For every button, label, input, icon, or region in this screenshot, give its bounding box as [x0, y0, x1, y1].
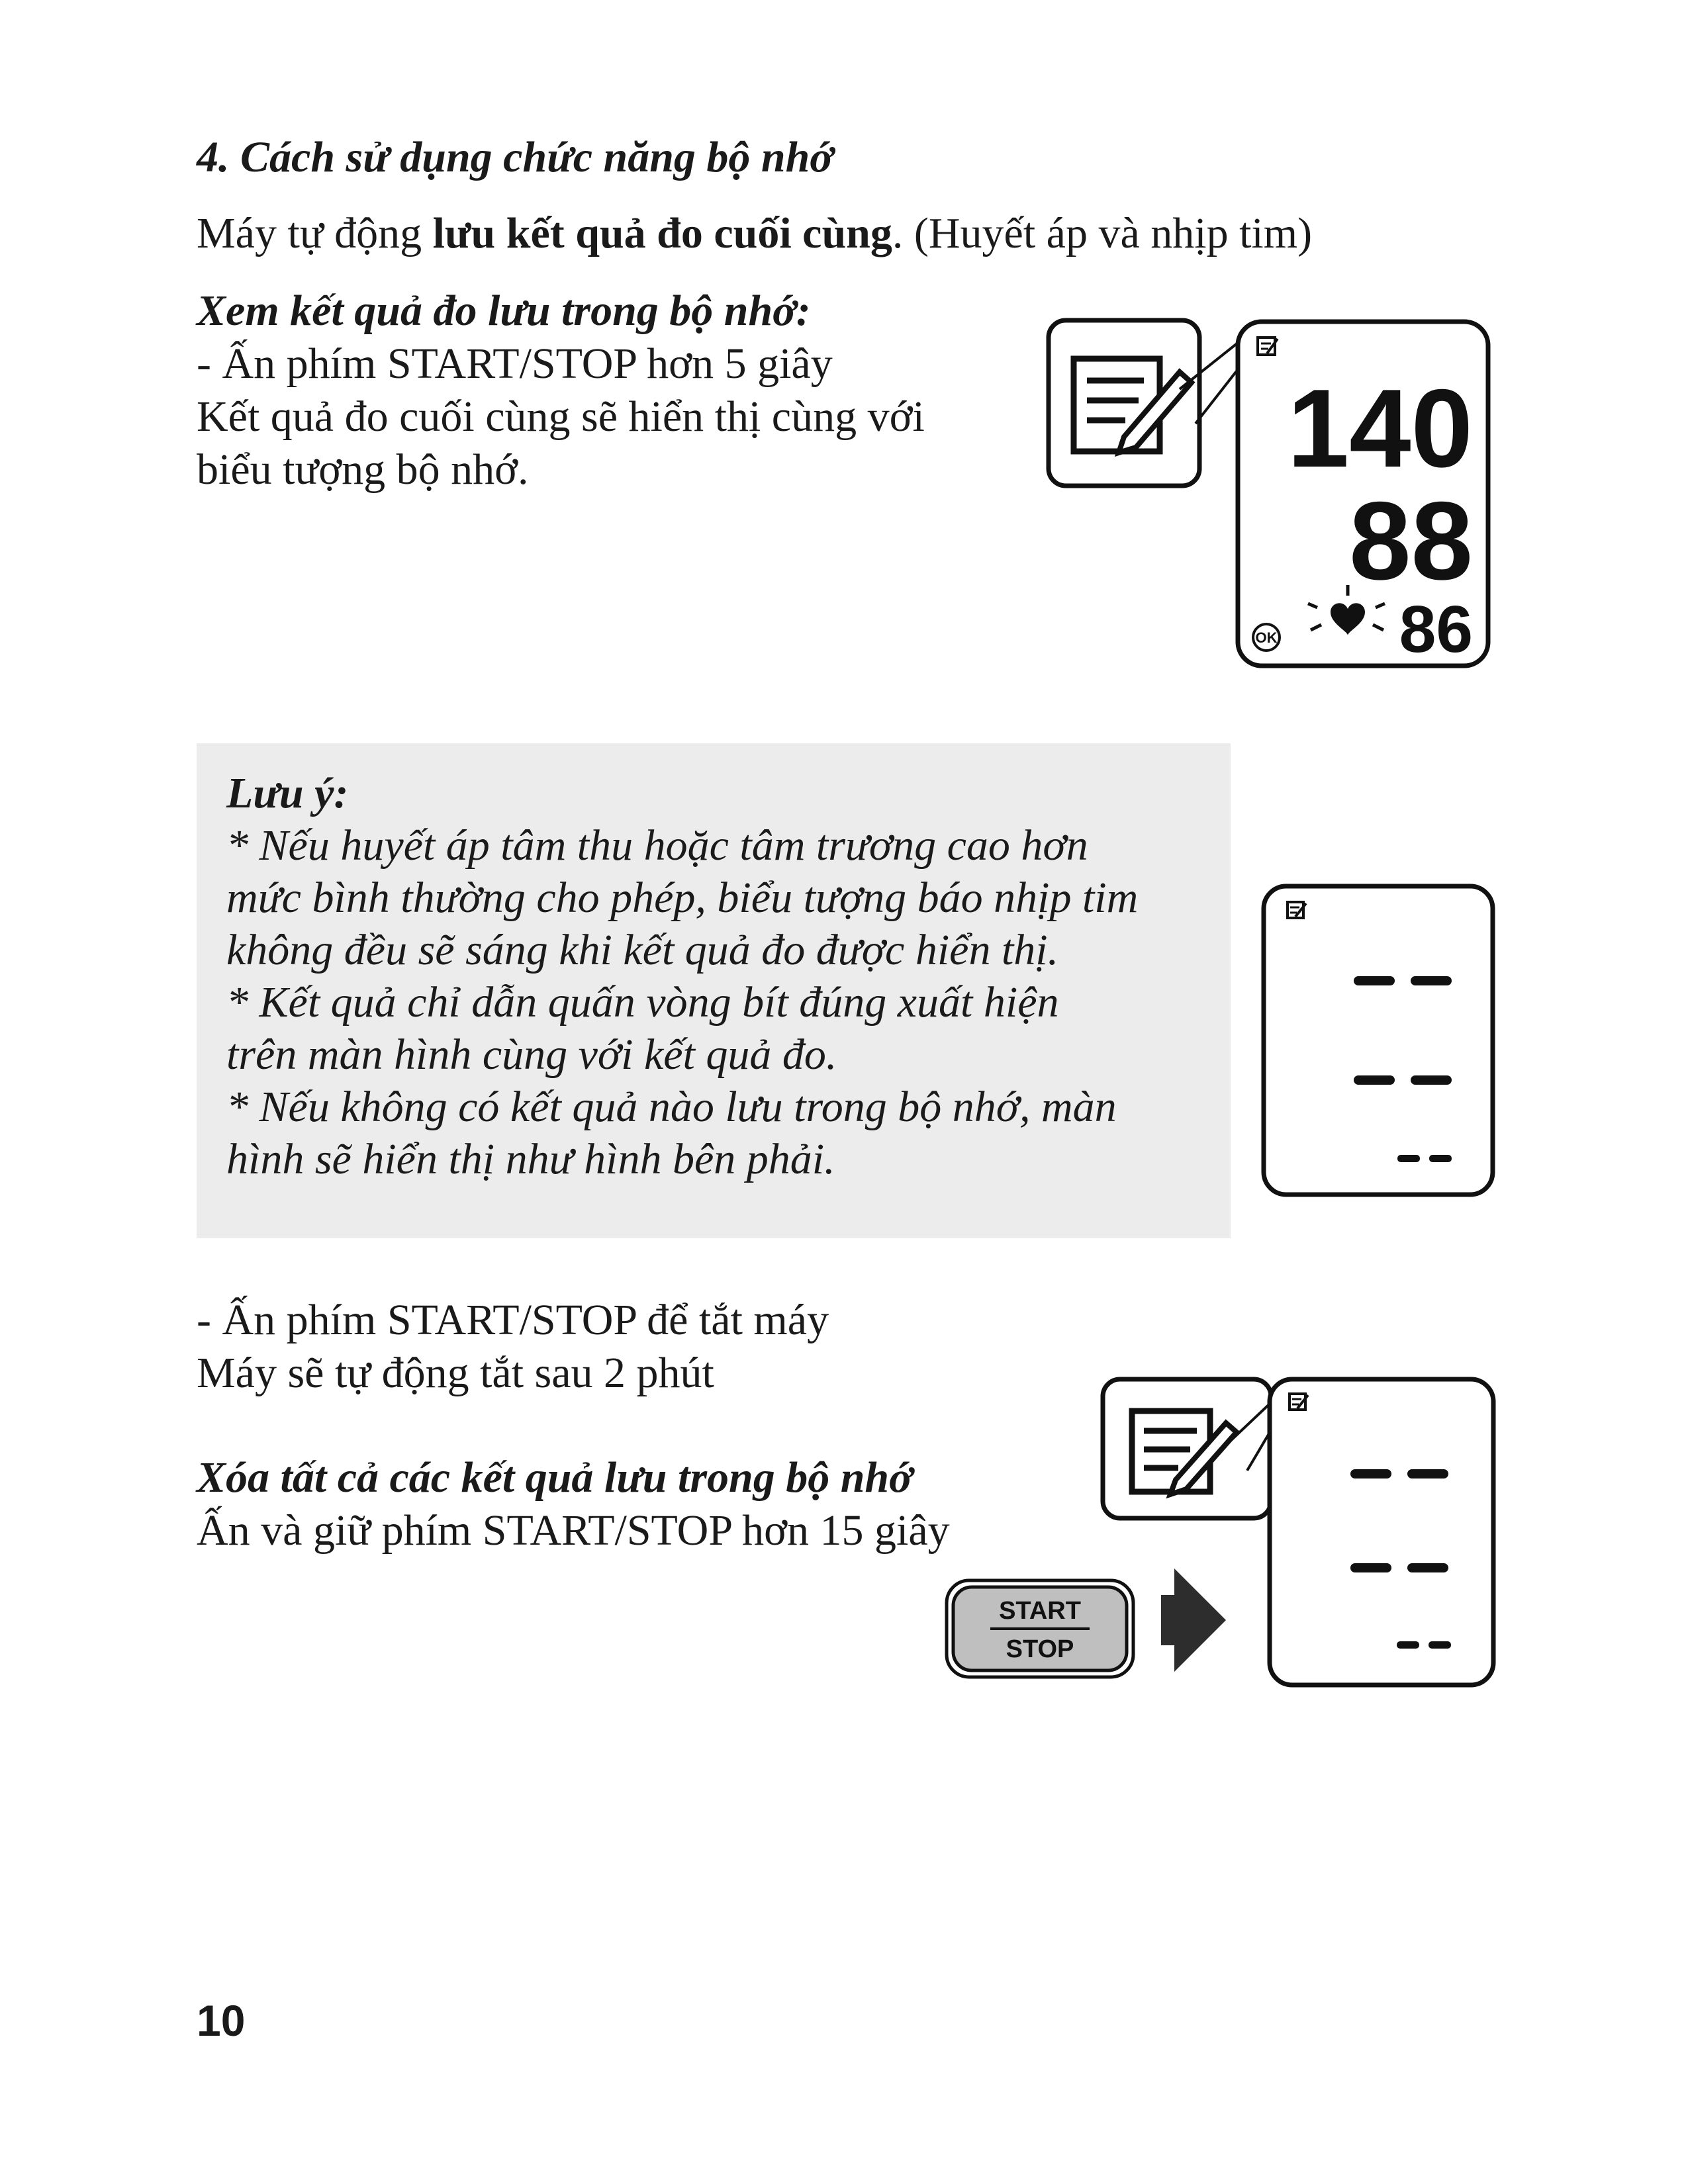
diastolic-dash: [1407, 1563, 1448, 1572]
clear-heading: Xóa tất cả các kết quả lưu trong bộ nhớ: [197, 1453, 913, 1502]
pulse-dash: [1429, 1641, 1451, 1649]
diastolic-dash: [1354, 1075, 1395, 1085]
intro-line: [197, 207, 1312, 260]
note-line-4: * Kết quả chỉ dẫn quấn vòng bít đúng xuất hiện: [226, 978, 1059, 1026]
systolic-dash: [1411, 976, 1452, 985]
arrow-right-icon: [1161, 1569, 1226, 1672]
note-line-6: * Nếu không có kết quả nào lưu trong bộ nhớ, màn: [226, 1083, 1117, 1131]
off-line-2: Máy sẽ tự động tắt sau 2 phút: [197, 1349, 714, 1397]
pulse-dash: [1397, 1155, 1420, 1162]
note-line-3: không đều sẽ sáng khi kết quả đo được hiển thị.: [226, 926, 1059, 974]
empty-memory-display-figure: [1254, 877, 1506, 1208]
view-heading: Xem kết quả đo lưu trong bộ nhớ:: [197, 287, 811, 335]
note-line-5: trên màn hình cùng với kết quả đo.: [226, 1030, 837, 1079]
lcd-display-cleared: [1270, 1379, 1493, 1685]
note-line-7: hình sẽ hiển thị như hình bên phải.: [226, 1135, 835, 1183]
note-line-2: mức bình thường cho phép, biểu tượng báo nhịp tim: [226, 874, 1139, 922]
diastolic-dash: [1350, 1563, 1391, 1572]
pulse-dash: [1429, 1155, 1452, 1162]
start-label: START: [999, 1597, 1081, 1625]
systolic-dash: [1354, 976, 1395, 985]
section-title: 4. Cách sử dụng chức năng bộ nhớ: [197, 133, 833, 181]
memory-icon: [1103, 1379, 1271, 1518]
note-box: [197, 743, 1231, 1238]
lcd-display-empty: [1264, 886, 1493, 1195]
pulse-dash: [1397, 1641, 1419, 1649]
intro-prefix: Máy tự động: [197, 209, 433, 257]
intro-suffix: . (Huyết áp và nhịp tim): [892, 209, 1313, 257]
view-line-3: biểu tượng bộ nhớ.: [197, 445, 529, 494]
clear-line: Ấn và giữ phím START/STOP hơn 15 giây: [197, 1506, 950, 1555]
page-number: 10: [197, 1996, 246, 2045]
ok-icon: [1253, 624, 1280, 651]
note-line-1: * Nếu huyết áp tâm thu hoặc tâm trương cao hơn: [226, 821, 1088, 870]
clear-memory-figure: [940, 1370, 1506, 1694]
note-heading: Lưu ý:: [226, 769, 349, 817]
view-line-2: Kết quả đo cuối cùng sẽ hiển thị cùng với: [197, 392, 925, 441]
start-stop-button: [947, 1580, 1133, 1677]
ok-label: OK: [1255, 629, 1278, 646]
pulse-value: 86: [1399, 592, 1473, 666]
intro-bold: lưu kết quả đo cuối cùng: [432, 209, 892, 257]
diastolic-dash: [1411, 1075, 1452, 1085]
systolic-value: 140: [1287, 366, 1473, 490]
memory-display-figure: [1039, 311, 1503, 675]
diastolic-value: 88: [1349, 478, 1473, 603]
stop-label: STOP: [1006, 1635, 1074, 1663]
memory-icon: [1049, 320, 1199, 486]
systolic-dash: [1350, 1469, 1391, 1479]
off-line-1: - Ấn phím START/STOP để tắt máy: [197, 1296, 829, 1344]
systolic-dash: [1407, 1469, 1448, 1479]
view-line-1: - Ấn phím START/STOP hơn 5 giây: [197, 340, 833, 388]
